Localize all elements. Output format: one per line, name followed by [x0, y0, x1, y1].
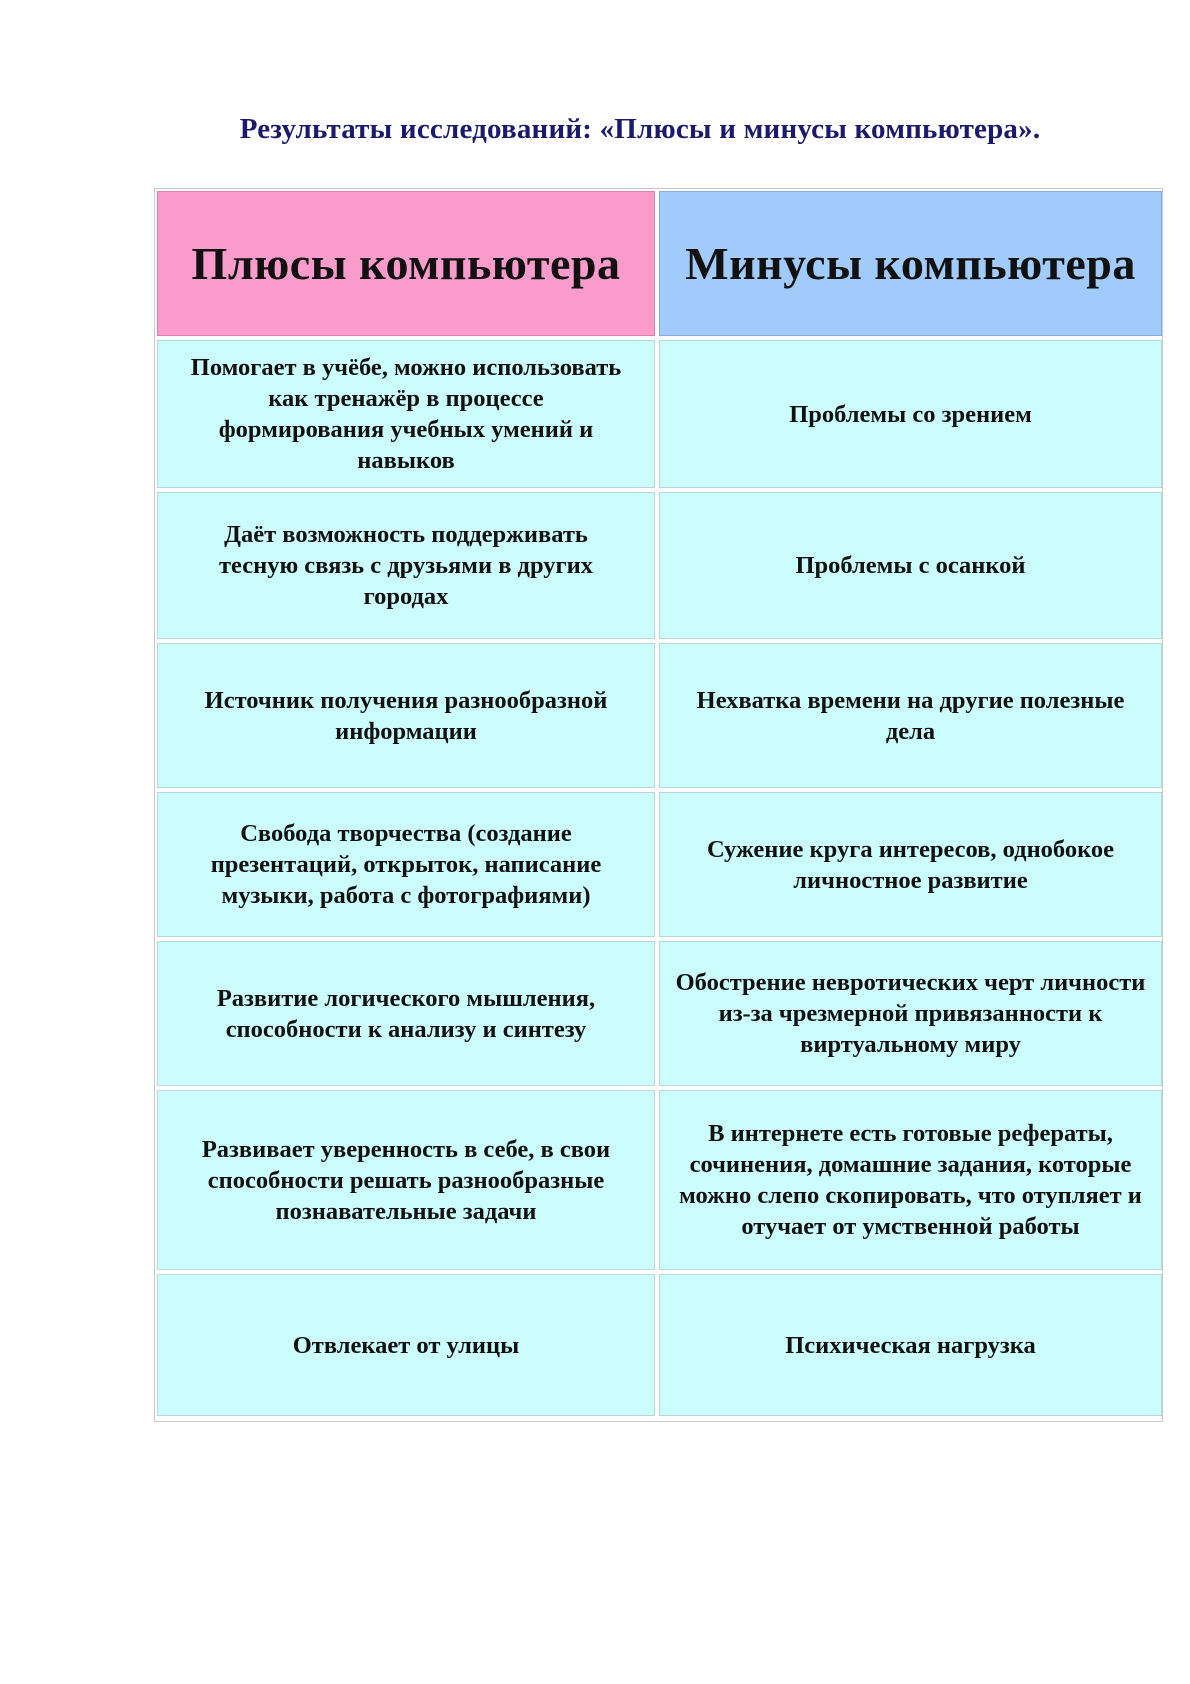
pros-cons-table	[153, 187, 1166, 1420]
page-title: Результаты исследований: «Плюсы и минусы компьютера».	[239, 113, 1041, 145]
plus-cell: Развитие логического мышления, способности к анализу и синтезу	[157, 941, 655, 1086]
pros-header: Плюсы компьютера	[157, 191, 655, 336]
plus-cell: Развивает уверенность в себе, в свои способности решать разнообразные познавательные задачи	[157, 1090, 655, 1270]
header-row	[157, 191, 1162, 336]
plus-cell: Помогает в учёбе, можно использовать как тренажёр в процессе формирования учебных умений и навыков	[157, 340, 655, 488]
cons-header: Минусы компьютера	[659, 191, 1162, 336]
table-row	[157, 792, 1162, 937]
table-row	[157, 1090, 1162, 1270]
table-row	[157, 941, 1162, 1086]
plus-cell: Даёт возможность поддерживать тесную связь с друзьями в других городах	[157, 492, 655, 639]
minus-cell: Сужение круга интересов, однобокое личностное развитие	[659, 792, 1162, 937]
minus-cell: В интернете есть готовые рефераты, сочинения, домашние задания, которые можно слепо скопировать, что отупляет и отучает от умственной работы	[659, 1090, 1162, 1270]
pros-cons-table-frame	[154, 188, 1163, 1422]
table-row	[157, 1274, 1162, 1416]
plus-cell: Отвлекает от улицы	[157, 1274, 655, 1416]
table-row	[157, 492, 1162, 639]
table-row	[157, 340, 1162, 488]
plus-cell: Свобода творчества (создание презентаций, открыток, написание музыки, работа с фотографиями)	[157, 792, 655, 937]
table-row	[157, 643, 1162, 788]
minus-cell: Обострение невротических черт личности из-за чрезмерной привязанности к виртуальному миру	[659, 941, 1162, 1086]
minus-cell: Проблемы с осанкой	[659, 492, 1162, 639]
minus-cell: Нехватка времени на другие полезные дела	[659, 643, 1162, 788]
minus-cell: Проблемы со зрением	[659, 340, 1162, 488]
plus-cell: Источник получения разнообразной информации	[157, 643, 655, 788]
minus-cell: Психическая нагрузка	[659, 1274, 1162, 1416]
